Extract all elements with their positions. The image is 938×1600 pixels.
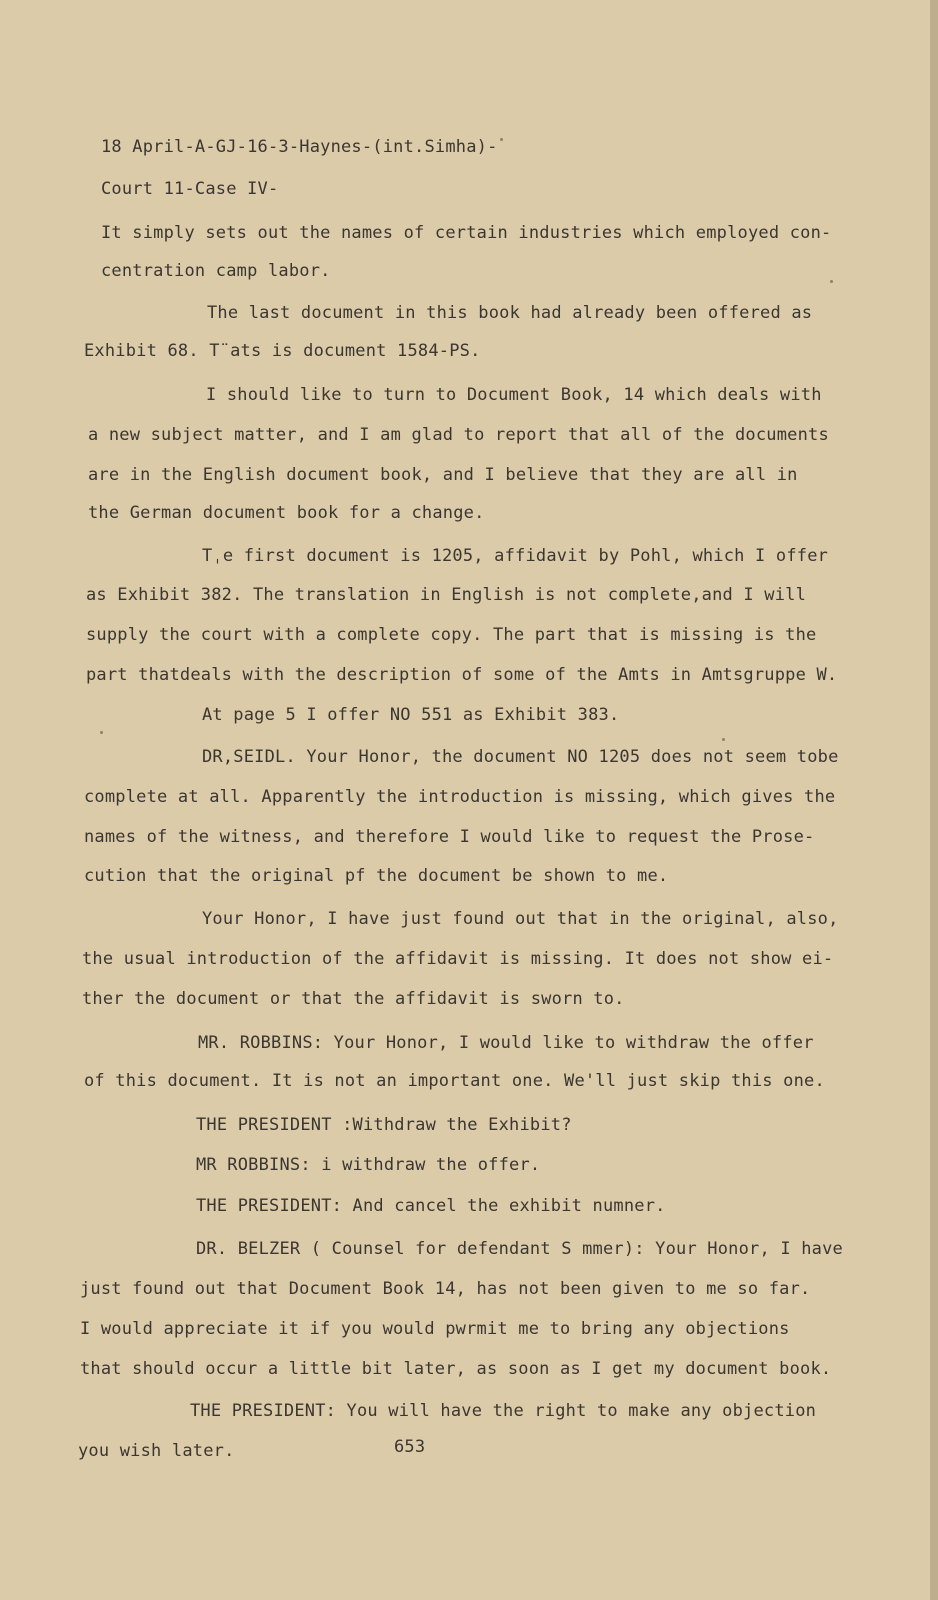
text-line: part thatdeals with the description of some of the Amts in Amtsgruppe W. <box>86 665 838 685</box>
text-line: DR. BELZER ( Counsel for defendant S mmer): Your Honor, I have <box>196 1239 843 1259</box>
text-line: DR,SEIDL. Your Honor, the document NO 1205 does not seem tobe <box>202 747 839 767</box>
text-line: the German document book for a change. <box>88 503 485 523</box>
text-line: Tˌe first document is 1205, affidavit by Pohl, which I offer <box>202 546 829 566</box>
text-line: I would appreciate it if you would pwrmit me to bring any objections <box>80 1319 790 1339</box>
text-line: THE PRESIDENT: And cancel the exhibit numner. <box>196 1196 666 1216</box>
text-line: supply the court with a complete copy. The part that is missing is the <box>86 625 817 645</box>
text-line: a new subject matter, and I am glad to report that all of the documents <box>88 425 829 445</box>
text-line: THE PRESIDENT :Withdraw the Exhibit? <box>196 1115 572 1135</box>
page-number: 653 <box>394 1437 426 1457</box>
text-line: cution that the original pf the document be shown to me. <box>84 866 669 886</box>
text-line: of this document. It is not an important one. We'll just skip this one. <box>84 1071 825 1091</box>
text-line: Exhibit 68. T¨ats is document 1584-PS. <box>84 341 481 361</box>
text-line: At page 5 I offer NO 551 as Exhibit 383. <box>202 705 620 725</box>
header-line-2: Court 11-Case IV- <box>101 179 279 199</box>
text-line: the usual introduction of the affidavit is missing. It does not show ei- <box>82 949 834 969</box>
text-line: that should occur a little bit later, as soon as I get my document book. <box>80 1359 832 1379</box>
paper-speck <box>722 738 725 741</box>
paper-speck <box>100 731 103 734</box>
text-line: I should like to turn to Document Book, 14 which deals with <box>206 385 822 405</box>
text-line: complete at all. Apparently the introduction is missing, which gives the <box>84 787 836 807</box>
text-line: MR ROBBINS: i withdraw the offer. <box>196 1155 541 1175</box>
text-line: centration camp labor. <box>101 261 331 281</box>
text-line: It simply sets out the names of certain industries which employed con- <box>101 223 832 243</box>
text-line: as Exhibit 382. The translation in English is not complete,and I will <box>86 585 807 605</box>
text-line: ther the document or that the affidavit is sworn to. <box>82 989 625 1009</box>
text-line: you wish later. <box>78 1441 235 1461</box>
text-line: are in the English document book, and I believe that they are all in <box>88 465 798 485</box>
text-line: just found out that Document Book 14, has not been given to me so far. <box>80 1279 811 1299</box>
paper-speck <box>830 280 833 283</box>
text-line: MR. ROBBINS: Your Honor, I would like to withdraw the offer <box>198 1033 814 1053</box>
text-line: Your Honor, I have just found out that in the original, also, <box>202 909 839 929</box>
header-line-1: 18 April-A-GJ-16-3-Haynes-(int.Simha)- <box>101 137 498 157</box>
text-line: names of the witness, and therefore I would like to request the Prose- <box>84 827 815 847</box>
text-line: THE PRESIDENT: You will have the right to make any objection <box>190 1401 817 1421</box>
paper-speck <box>500 138 503 141</box>
text-line: The last document in this book had already been offered as <box>207 303 813 323</box>
